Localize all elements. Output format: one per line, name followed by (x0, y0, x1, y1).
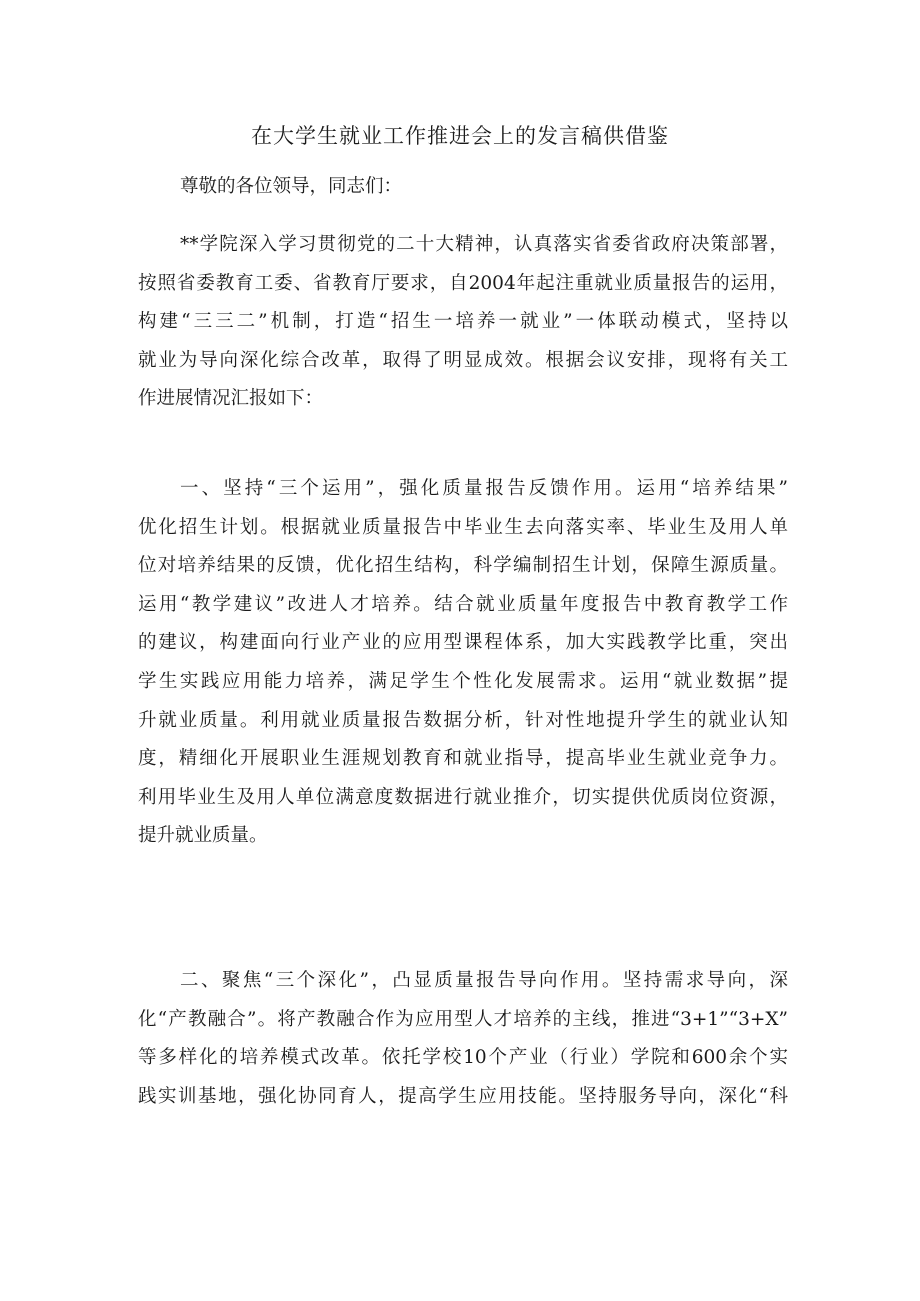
paragraph-line: 的建议，构建面向行业产业的应用型课程体系，加大实践教学比重，突出 (138, 632, 788, 654)
paragraph-line: 作进展情况汇报如下： (138, 388, 324, 410)
paragraph-line: 一、坚持“三个运用”，强化质量报告反馈作用。运用“培养结果” (180, 478, 788, 499)
paragraph-line: 践实训基地，强化协同育人，提高学生应用技能。坚持服务导向，深化“科 (138, 1085, 788, 1107)
paragraph-line: 优化招生计划。根据就业质量报告中毕业生去向落实率、毕业生及用人单 (138, 516, 788, 538)
document-title: 在大学生就业工作推进会上的发言稿供借鉴 (251, 124, 669, 148)
paragraph-line: 等多样化的培养模式改革。依托学校10个产业（行业）学院和600余个实 (138, 1047, 788, 1069)
paragraph-line: 升就业质量。利用就业质量报告数据分析，针对性地提升学生的就业认知 (138, 709, 788, 731)
paragraph-section-two (138, 962, 788, 1116)
paragraph-line: 就业为导向深化综合改革，取得了明显成效。根据会议安排，现将有关工 (138, 349, 788, 371)
paragraph-line: 化“产教融合”。将产教融合作为应用型人才培养的主线，推进“3+1”“3+X” (138, 1008, 788, 1030)
paragraph-line: 学生实践应用能力培养，满足学生个性化发展需求。运用“就业数据”提 (138, 670, 788, 692)
paragraph-line: 利用毕业生及用人单位满意度数据进行就业推介，切实提供优质岗位资源， (138, 786, 788, 808)
paragraph-line: **学院深入学习贯彻党的二十大精神，认真落实省委省政府决策部署， (180, 234, 788, 255)
paragraph-line: 运用“教学建议”改进人才培养。结合就业质量年度报告中教育教学工作 (138, 593, 788, 615)
paragraph-line: 度，精细化开展职业生涯规划教育和就业指导，提高毕业生就业竞争力。 (138, 748, 788, 770)
salutation: 尊敬的各位领导，同志们： (180, 176, 403, 197)
paragraph-section-one (138, 470, 788, 856)
paragraph-line: 二、聚焦“三个深化”，凸显质量报告导向作用。坚持需求导向，深 (180, 970, 788, 991)
paragraph-line: 位对培养结果的反馈，优化招生结构，科学编制招生计划，保障生源质量。 (138, 555, 788, 577)
paragraph-intro (138, 226, 788, 419)
paragraph-line: 提升就业质量。 (138, 825, 268, 847)
paragraph-line: 按照省委教育工委、省教育厅要求，自2004年起注重就业质量报告的运用， (138, 272, 788, 294)
paragraph-line: 构建“三三二”机制，打造“招生一培养一就业”一体联动模式，坚持以 (138, 311, 788, 333)
